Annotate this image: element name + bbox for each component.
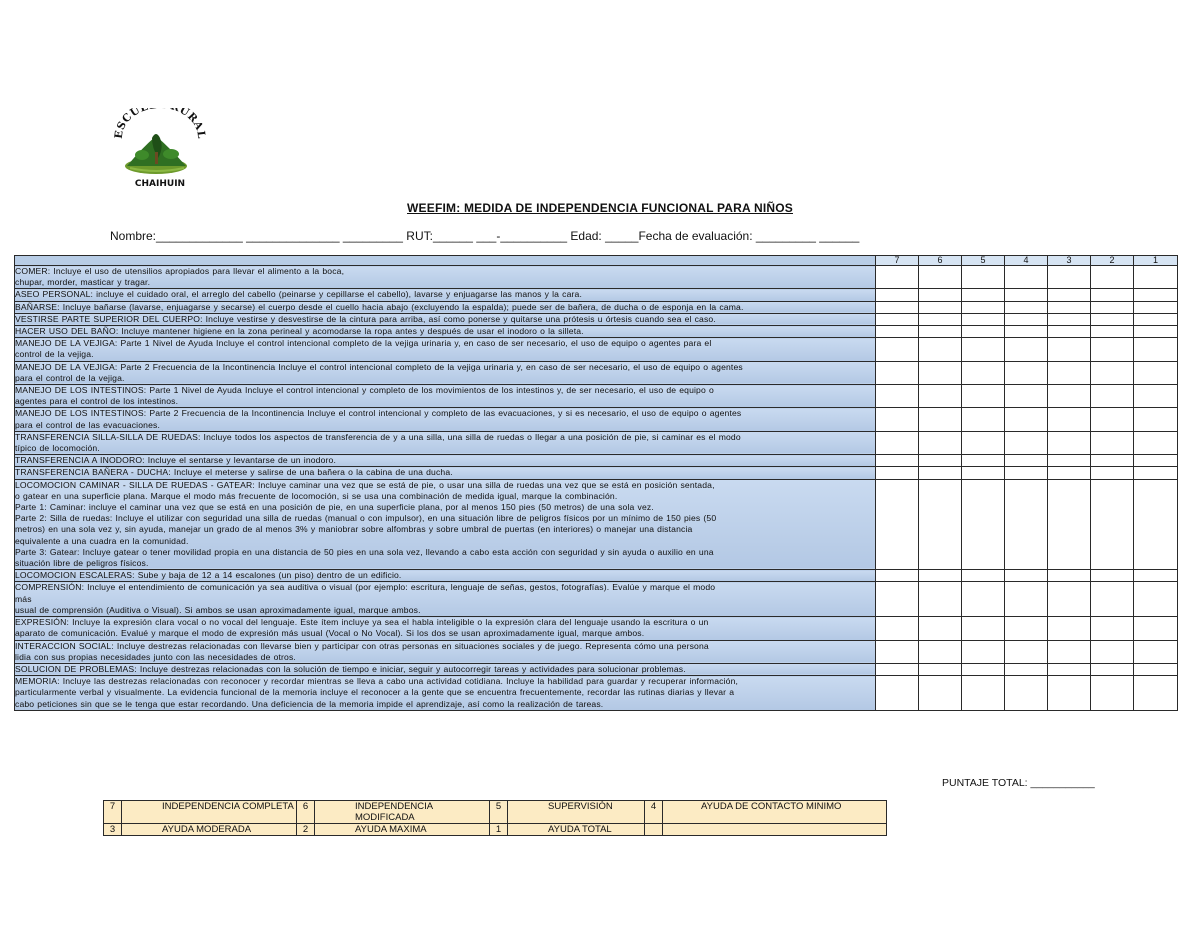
item-description xyxy=(15,663,876,675)
score-cell-7[interactable] xyxy=(876,408,919,431)
score-cell-2[interactable] xyxy=(1091,676,1134,711)
legend-score-label: AYUDA TOTAL xyxy=(508,824,645,836)
score-cell-6[interactable] xyxy=(919,640,962,663)
score-cell-4[interactable] xyxy=(1005,361,1048,384)
score-cell-6[interactable] xyxy=(919,385,962,408)
score-cell-1[interactable] xyxy=(1134,385,1178,408)
item-text: Incluye la expresión clara vocal o no vocal del lenguaje. Este ítem incluye ya sea el habla inteligible o la expresión clara del lenguaje usando la escritura o un aparato de comunicación. Evalué y marque el modo de expresión más usual (Vocal o No Vocal). Si los dos se usan aproximadamente igual, marque ambos. xyxy=(15,617,709,639)
legend-score-number: 3 xyxy=(104,824,122,836)
item-text: Parte 2 Frecuencia de la Incontinencia Incluye el control intencional completo de la vejiga urinaria y, en caso de ser necesario, el uso de equipo o agentes para el control de la vejiga. xyxy=(15,361,743,383)
item-label: COMER: xyxy=(15,266,51,276)
score-cell-5[interactable] xyxy=(962,361,1005,384)
item-description xyxy=(15,313,876,325)
item-description xyxy=(15,266,876,289)
score-cell-4[interactable] xyxy=(1005,385,1048,408)
table-row xyxy=(15,408,1178,431)
score-legend xyxy=(103,800,887,836)
score-cell-4[interactable] xyxy=(1005,326,1048,338)
score-cell-7[interactable] xyxy=(876,301,919,313)
legend-score-number: 5 xyxy=(490,801,508,824)
table-row xyxy=(15,385,1178,408)
score-cell-5[interactable] xyxy=(962,301,1005,313)
score-cell-5[interactable] xyxy=(962,408,1005,431)
score-cell-5[interactable] xyxy=(962,663,1005,675)
score-cell-1[interactable] xyxy=(1134,338,1178,361)
item-label: VESTIRSE PARTE SUPERIOR DEL CUERPO: xyxy=(15,313,203,324)
legend-row xyxy=(104,801,887,824)
score-cell-1[interactable] xyxy=(1134,313,1178,325)
legend-score-number xyxy=(645,824,663,836)
score-cell-3[interactable] xyxy=(1048,431,1091,454)
item-description xyxy=(15,385,876,408)
score-cell-4[interactable] xyxy=(1005,582,1048,617)
score-cell-7[interactable] xyxy=(876,338,919,361)
score-cell-6[interactable] xyxy=(919,570,962,582)
table-row xyxy=(15,467,1178,479)
item-label: EXPRESIÓN: xyxy=(15,617,70,628)
score-cell-1[interactable] xyxy=(1134,663,1178,675)
score-cell-2[interactable] xyxy=(1091,640,1134,663)
item-text: Parte 1 Nivel de Ayuda Incluye el control intencional completo de la vejiga urinaria y, en caso de ser necesario, el uso de equipo o agentes para el control de la vejiga. xyxy=(15,338,712,360)
legend-score-number: 6 xyxy=(297,801,315,824)
score-cell-5[interactable] xyxy=(962,385,1005,408)
score-header-row xyxy=(15,256,1178,266)
score-cell-7[interactable] xyxy=(876,266,919,289)
score-cell-7[interactable] xyxy=(876,570,919,582)
score-cell-3[interactable] xyxy=(1048,385,1091,408)
item-label: MANEJO DE LA VEJIGA: xyxy=(15,361,118,372)
score-cell-3[interactable] xyxy=(1048,570,1091,582)
item-label: TRANSFERENCIA SILLA-SILLA DE RUEDAS: xyxy=(15,431,201,442)
table-row xyxy=(15,361,1178,384)
score-cell-1[interactable] xyxy=(1134,326,1178,338)
score-cell-5[interactable] xyxy=(962,431,1005,454)
score-cell-2[interactable] xyxy=(1091,467,1134,479)
item-label: MEMORIA: xyxy=(15,676,60,687)
score-cell-4[interactable] xyxy=(1005,266,1048,289)
item-label: INTERACCION SOCIAL: xyxy=(15,640,114,651)
score-cell-2[interactable] xyxy=(1091,385,1134,408)
score-cell-5[interactable] xyxy=(962,266,1005,289)
score-cell-1[interactable] xyxy=(1134,455,1178,467)
item-text: Parte 2 Frecuencia de la Incontinencia Incluye el control intencional y completo de las evacuaciones, y si es necesario, el uso de equipo o agentes para el control de las evacuaciones. xyxy=(15,408,742,430)
table-row xyxy=(15,570,1178,582)
legend-score-label: AYUDA MODERADA xyxy=(122,824,297,836)
score-cell-3[interactable] xyxy=(1048,301,1091,313)
score-cell-7[interactable] xyxy=(876,289,919,301)
legend-score-label: AYUDA DE CONTACTO MINIMO xyxy=(663,801,887,824)
item-description xyxy=(15,289,876,301)
item-description xyxy=(15,301,876,313)
table-row xyxy=(15,266,1178,289)
score-cell-2[interactable] xyxy=(1091,326,1134,338)
score-cell-3[interactable] xyxy=(1048,617,1091,640)
item-label: BAÑARSE: xyxy=(15,301,60,312)
score-cell-2[interactable] xyxy=(1091,301,1134,313)
score-cell-1[interactable] xyxy=(1134,479,1178,570)
item-label: MANEJO DE LOS INTESTINOS: xyxy=(15,408,147,419)
score-cell-3[interactable] xyxy=(1048,676,1091,711)
item-text: Incluye destrezas relacionadas con la solución de tiempo e iniciar, seguir y autocorregir tareas y actividades para solucionar problemas. xyxy=(136,663,686,674)
score-cell-7[interactable] xyxy=(876,479,919,570)
page-title: WEEFIM: MEDIDA DE INDEPENDENCIA FUNCIONAL PARA NIÑOS xyxy=(407,201,793,215)
item-text: Incluye el meterse y salirse de una bañera o la cabina de una ducha. xyxy=(170,467,453,478)
score-cell-3[interactable] xyxy=(1048,479,1091,570)
score-cell-7[interactable] xyxy=(876,617,919,640)
score-cell-6[interactable] xyxy=(919,455,962,467)
legend-row xyxy=(104,824,887,836)
legend-score-number: 4 xyxy=(645,801,663,824)
score-cell-2[interactable] xyxy=(1091,570,1134,582)
score-cell-4[interactable] xyxy=(1005,301,1048,313)
item-text: Incluye el sentarse y levantarse de un inodoro. xyxy=(144,455,337,466)
legend-score-label: SUPERVISIÓN xyxy=(508,801,645,824)
item-description xyxy=(15,431,876,454)
evaluation-table xyxy=(14,255,1178,711)
score-cell-7[interactable] xyxy=(876,313,919,325)
score-cell-3[interactable] xyxy=(1048,408,1091,431)
score-cell-5[interactable] xyxy=(962,640,1005,663)
score-cell-3[interactable] xyxy=(1048,289,1091,301)
item-label: LOCOMOCION ESCALERAS: xyxy=(15,570,135,581)
score-header-4: 4 xyxy=(1005,256,1048,266)
score-cell-2[interactable] xyxy=(1091,582,1134,617)
item-description xyxy=(15,570,876,582)
item-description xyxy=(15,582,876,617)
legend-score-number: 7 xyxy=(104,801,122,824)
score-cell-4[interactable] xyxy=(1005,570,1048,582)
score-cell-2[interactable] xyxy=(1091,361,1134,384)
score-cell-3[interactable] xyxy=(1048,663,1091,675)
score-cell-5[interactable] xyxy=(962,479,1005,570)
score-cell-5[interactable] xyxy=(962,617,1005,640)
score-cell-5[interactable] xyxy=(962,455,1005,467)
score-cell-4[interactable] xyxy=(1005,289,1048,301)
score-cell-6[interactable] xyxy=(919,467,962,479)
score-cell-1[interactable] xyxy=(1134,408,1178,431)
score-cell-6[interactable] xyxy=(919,289,962,301)
item-text: Incluye destrezas relacionadas con llevarse bien y participar con otras personas en situaciones sociales y de juego. Representa cómo una persona lidia con sus propias necesidades junto con las necesidades de otros. xyxy=(15,640,709,662)
score-cell-4[interactable] xyxy=(1005,617,1048,640)
score-cell-2[interactable] xyxy=(1091,408,1134,431)
item-description xyxy=(15,455,876,467)
table-row xyxy=(15,617,1178,640)
score-cell-3[interactable] xyxy=(1048,313,1091,325)
score-cell-7[interactable] xyxy=(876,326,919,338)
score-cell-3[interactable] xyxy=(1048,361,1091,384)
score-header-3: 3 xyxy=(1048,256,1091,266)
item-label: SOLUCION DE PROBLEMAS: xyxy=(15,663,137,674)
score-cell-1[interactable] xyxy=(1134,640,1178,663)
table-row xyxy=(15,301,1178,313)
score-cell-4[interactable] xyxy=(1005,467,1048,479)
item-text: Parte 1 Nivel de Ayuda Incluye el control intencional y completo de los movimientos de los intestinos y, de ser necesario, el uso de equipo o agentes para el control de los intestinos. xyxy=(15,385,714,407)
item-text: Incluye el entendimiento de comunicación ya sea auditiva o visual (por ejemplo: escritura, lenguaje de señas, gestos, fotografías). Evalúe y marque el modo más usual de comprensión (Auditiva o Visual). Si ambos se usan aproximadamente igual, marque ambos. xyxy=(15,582,716,615)
item-description xyxy=(15,676,876,711)
score-cell-2[interactable] xyxy=(1091,617,1134,640)
score-cell-4[interactable] xyxy=(1005,479,1048,570)
table-row xyxy=(15,479,1178,570)
score-cell-7[interactable] xyxy=(876,431,919,454)
score-cell-2[interactable] xyxy=(1091,338,1134,361)
score-cell-4[interactable] xyxy=(1005,676,1048,711)
score-cell-3[interactable] xyxy=(1048,582,1091,617)
score-cell-7[interactable] xyxy=(876,582,919,617)
score-cell-3[interactable] xyxy=(1048,266,1091,289)
legend-score-label: INDEPENDENCIA COMPLETA xyxy=(122,801,297,824)
item-description xyxy=(15,617,876,640)
score-cell-4[interactable] xyxy=(1005,408,1048,431)
score-cell-6[interactable] xyxy=(919,431,962,454)
item-text: Incluye vestirse y desvestirse de la cintura para arriba, así como ponerse y quitarse una prótesis u órtesis cuando sea el caso. xyxy=(202,313,716,324)
item-text: Incluye todos los aspectos de transferencia de y a una silla, una silla de ruedas o llegar a una posición de pie, si caminar es el modo típico de locomoción. xyxy=(15,431,741,454)
legend-score-number: 2 xyxy=(297,824,315,836)
svg-text:ESCUELA RURAL xyxy=(113,108,208,140)
table-row xyxy=(15,455,1178,467)
table-row xyxy=(15,663,1178,675)
score-header-7: 7 xyxy=(876,256,919,266)
score-header-5: 5 xyxy=(962,256,1005,266)
legend-score-label xyxy=(663,824,887,836)
item-description xyxy=(15,467,876,479)
score-cell-3[interactable] xyxy=(1048,338,1091,361)
score-cell-5[interactable] xyxy=(962,582,1005,617)
score-cell-2[interactable] xyxy=(1091,266,1134,289)
score-cell-5[interactable] xyxy=(962,676,1005,711)
score-cell-6[interactable] xyxy=(919,266,962,289)
score-cell-3[interactable] xyxy=(1048,326,1091,338)
table-row xyxy=(15,582,1178,617)
table-row xyxy=(15,338,1178,361)
item-description xyxy=(15,479,876,570)
item-label: MANEJO DE LA VEJIGA: xyxy=(15,338,118,349)
table-row xyxy=(15,431,1178,454)
description-header xyxy=(15,256,876,266)
score-cell-7[interactable] xyxy=(876,361,919,384)
score-cell-7[interactable] xyxy=(876,467,919,479)
score-cell-2[interactable] xyxy=(1091,289,1134,301)
score-cell-1[interactable] xyxy=(1134,676,1178,711)
school-logo xyxy=(112,108,208,192)
table-row xyxy=(15,676,1178,711)
item-text: incluye el cuidado oral, el arreglo del cabello (peinarse y cepillarse el cabello), lavarse y enjuagarse las manos y la cara. xyxy=(93,289,582,300)
logo-top-text: ESCU URAL xyxy=(112,108,208,140)
score-cell-6[interactable] xyxy=(919,338,962,361)
score-header-2: 2 xyxy=(1091,256,1134,266)
score-cell-6[interactable] xyxy=(919,301,962,313)
item-description xyxy=(15,338,876,361)
table-row xyxy=(15,326,1178,338)
score-cell-2[interactable] xyxy=(1091,431,1134,454)
item-label: TRANSFERENCIA A INODORO: xyxy=(15,455,145,466)
score-header-6: 6 xyxy=(919,256,962,266)
score-cell-1[interactable] xyxy=(1134,289,1178,301)
score-cell-1[interactable] xyxy=(1134,582,1178,617)
legend-score-label: AYUDA MAXIMA xyxy=(315,824,490,836)
score-cell-7[interactable] xyxy=(876,663,919,675)
score-cell-7[interactable] xyxy=(876,640,919,663)
item-description xyxy=(15,361,876,384)
legend-score-number: 1 xyxy=(490,824,508,836)
item-description xyxy=(15,408,876,431)
item-label: HACER USO DEL BAÑO: xyxy=(15,326,119,337)
item-text: Incluye mantener higiene en la zona perineal y acomodarse la ropa antes y después de usar el inodoro o la silleta. xyxy=(118,326,584,337)
score-cell-4[interactable] xyxy=(1005,640,1048,663)
student-info-line: Nombre:_____________ ______________ _________ RUT:______ ___-__________ Edad: _____Fecha de evaluación: _________ ______ xyxy=(110,229,860,243)
table-row xyxy=(15,313,1178,325)
logo-bottom-text: CHAIHUIN xyxy=(134,179,186,189)
item-text: Incluye bañarse (lavarse, enjuagarse y secarse) el cuerpo desde el cuello hacia abajo (excluyendo la espalda); puede ser de bañera, de ducha o de esponja en la cama. xyxy=(59,301,744,312)
score-cell-3[interactable] xyxy=(1048,640,1091,663)
score-header-1: 1 xyxy=(1134,256,1178,266)
item-text: Incluye las destrezas relacionadas con reconocer y recordar mientras se lleva a cabo una actividad cotidiana. Incluye la habilidad para guardar y recuperar información, particularmente verbal y visualmente. La evidencia funcional de la memoria incluye el reconocer a la gente que se encuentra frecuentemente, recordar las rutinas diarias y llevar a cabo peticiones sin que se le tenga que estar recordando. Una deficiencia de la memoria impide el aprendizaje, así como la realización de tareas. xyxy=(15,676,739,709)
score-cell-6[interactable] xyxy=(919,361,962,384)
score-cell-6[interactable] xyxy=(919,326,962,338)
score-cell-7[interactable] xyxy=(876,676,919,711)
score-cell-4[interactable] xyxy=(1005,431,1048,454)
score-cell-1[interactable] xyxy=(1134,617,1178,640)
score-cell-7[interactable] xyxy=(876,385,919,408)
score-cell-1[interactable] xyxy=(1134,431,1178,454)
items-body xyxy=(15,266,1178,711)
item-text: Incluye el uso de utensilios apropiados para llevar el alimento a la boca, chupar, morder, masticar y tragar. xyxy=(15,266,345,288)
score-cell-5[interactable] xyxy=(962,570,1005,582)
score-cell-4[interactable] xyxy=(1005,455,1048,467)
score-cell-1[interactable] xyxy=(1134,570,1178,582)
score-cell-2[interactable] xyxy=(1091,455,1134,467)
score-cell-1[interactable] xyxy=(1134,301,1178,313)
score-cell-3[interactable] xyxy=(1048,467,1091,479)
score-cell-6[interactable] xyxy=(919,313,962,325)
score-cell-1[interactable] xyxy=(1134,361,1178,384)
score-cell-6[interactable] xyxy=(919,617,962,640)
item-description xyxy=(15,640,876,663)
score-cell-4[interactable] xyxy=(1005,663,1048,675)
score-cell-5[interactable] xyxy=(962,289,1005,301)
table-row xyxy=(15,640,1178,663)
score-cell-2[interactable] xyxy=(1091,479,1134,570)
total-score-label: PUNTAJE TOTAL: ___________ xyxy=(942,777,1095,789)
score-cell-6[interactable] xyxy=(919,408,962,431)
score-cell-4[interactable] xyxy=(1005,313,1048,325)
score-cell-5[interactable] xyxy=(962,338,1005,361)
item-text: Sube y baja de 12 a 14 escalones (un piso) dentro de un edificio. xyxy=(134,570,402,581)
legend-score-label: INDEPENDENCIA MODIFICADA xyxy=(315,801,490,824)
score-cell-6[interactable] xyxy=(919,663,962,675)
score-cell-6[interactable] xyxy=(919,582,962,617)
score-cell-1[interactable] xyxy=(1134,467,1178,479)
score-cell-6[interactable] xyxy=(919,676,962,711)
item-label: LOCOMOCION CAMINAR - SILLA DE RUEDAS - GATEAR: xyxy=(15,479,255,490)
item-label: TRANSFERENCIA BAÑERA - DUCHA: xyxy=(15,467,171,478)
score-cell-4[interactable] xyxy=(1005,338,1048,361)
item-description xyxy=(15,326,876,338)
item-label: COMPRENSIÓN: xyxy=(15,582,85,593)
score-cell-6[interactable] xyxy=(919,479,962,570)
item-label: ASEO PERSONAL: xyxy=(15,289,94,300)
score-cell-5[interactable] xyxy=(962,313,1005,325)
item-text: Incluye caminar una vez que se está de pie, o usar una silla de ruedas una vez que se está en posición sentada, o gatear en una superficie plana. Marque el modo más frecuente de locomoción, si se usa una combinación de medida igual, marque la combinación. Parte 1: Caminar: incluye el caminar una vez que se está en una posición de pie, en una superficie plana, por al menos 150 pies (50 metros) de una sola vez. Parte 2: Silla de ruedas: Incluye el utilizar con seguridad una silla de ruedas (manual o con impulsor), en una situación libre de peligros físicos por un mínimo de 150 pies (50 metros) en una sola vez y, sin ayuda, manejar un grado de al menos 3% y maniobrar sobre alfombras y sobre umbral de puertas (en interiores) o manejar una distancia equivalente a una cuadra en la comunidad. Parte 3: Gatear: Incluye gatear o tener movilidad propia en una distancia de 50 pies en una sola vez, llevando a cabo esta acción con seguridad y sin ayuda o auxilio en una situación libre de peligros físicos. xyxy=(15,479,717,569)
score-cell-7[interactable] xyxy=(876,455,919,467)
score-cell-2[interactable] xyxy=(1091,663,1134,675)
score-cell-3[interactable] xyxy=(1048,455,1091,467)
table-row xyxy=(15,289,1178,301)
score-cell-1[interactable] xyxy=(1134,266,1178,289)
score-cell-2[interactable] xyxy=(1091,313,1134,325)
score-cell-5[interactable] xyxy=(962,326,1005,338)
item-label: MANEJO DE LOS INTESTINOS: xyxy=(15,385,147,396)
score-cell-5[interactable] xyxy=(962,467,1005,479)
